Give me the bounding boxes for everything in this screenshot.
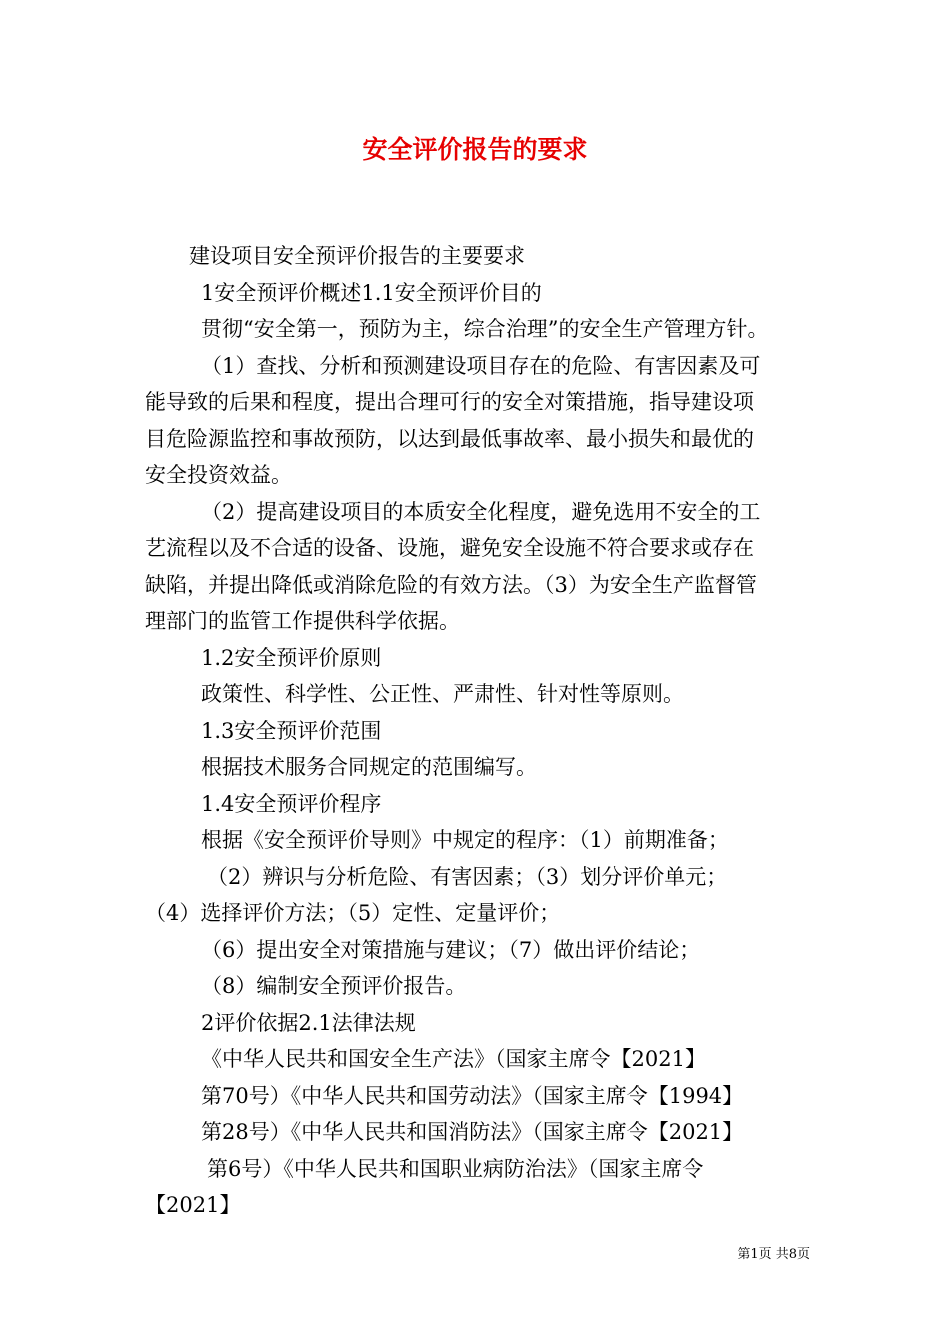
body-line: 根据技术服务合同规定的范围编写。 <box>201 755 537 779</box>
body-line: 1安全预评价概述1.1安全预评价目的 <box>201 280 542 305</box>
body-line: 第6号）《中华人民共和国职业病防治法》（国家主席令 <box>207 1156 704 1181</box>
body-line: 能导致的后果和程度，提出合理可行的安全对策措施，指导建设项 <box>145 390 754 414</box>
body-line: 1.4安全预评价程序 <box>201 791 382 816</box>
body-line: （2）辨识与分析危险、有害因素；（3）划分评价单元； <box>207 864 728 889</box>
body-line: 建设项目安全预评价报告的主要要求 <box>189 244 525 268</box>
body-line: 目危险源监控和事故预防，以达到最低事故率、最小损失和最优的 <box>145 426 754 451</box>
body-line: 贯彻“安全第一，预防为主，综合治理”的安全生产管理方针。 <box>201 317 769 341</box>
body-line: 【2021】 <box>145 1193 241 1217</box>
body-line: 根据《安全预评价导则》中规定的程序：（1）前期准备； <box>201 828 729 852</box>
body-line: （2）提高建设项目的本质安全化程度，避免选用不安全的工 <box>201 499 761 524</box>
body-line: 1.3安全预评价范围 <box>201 718 382 743</box>
document-title: 安全评价报告的要求 <box>362 135 588 164</box>
body-line: 《中华人民共和国安全生产法》（国家主席令【2021】 <box>201 1047 706 1071</box>
body-line: 第28号）《中华人民共和国消防法》（国家主席令【2021】 <box>201 1120 744 1144</box>
body-line: 缺陷，并提出降低或消除危险的有效方法。（3）为安全生产监督管 <box>145 572 757 597</box>
body-line: 第70号）《中华人民共和国劳动法》（国家主席令【1994】 <box>201 1083 744 1108</box>
body-line: 2评价依据2.1法律法规 <box>201 1010 416 1035</box>
page-number: 第1页 共8页 <box>737 1247 810 1262</box>
body-line: 安全投资效益。 <box>145 463 292 487</box>
body-line: 理部门的监管工作提供科学依据。 <box>145 609 460 633</box>
body-line: 政策性、科学性、公正性、严肃性、针对性等原则。 <box>201 682 684 706</box>
body-line: （4）选择评价方法；（5）定性、定量评价； <box>145 901 561 925</box>
body-line: （8）编制安全预评价报告。 <box>201 974 467 998</box>
body-line: 1.2安全预评价原则 <box>201 645 382 670</box>
body-line: 艺流程以及不合适的设备、设施，避免安全设施不符合要求或存在 <box>145 536 754 560</box>
document-body <box>145 238 810 1224</box>
body-line: （6）提出安全对策措施与建议；（7）做出评价结论； <box>201 937 701 962</box>
body-line: （1）查找、分析和预测建设项目存在的危险、有害因素及可 <box>201 353 761 378</box>
